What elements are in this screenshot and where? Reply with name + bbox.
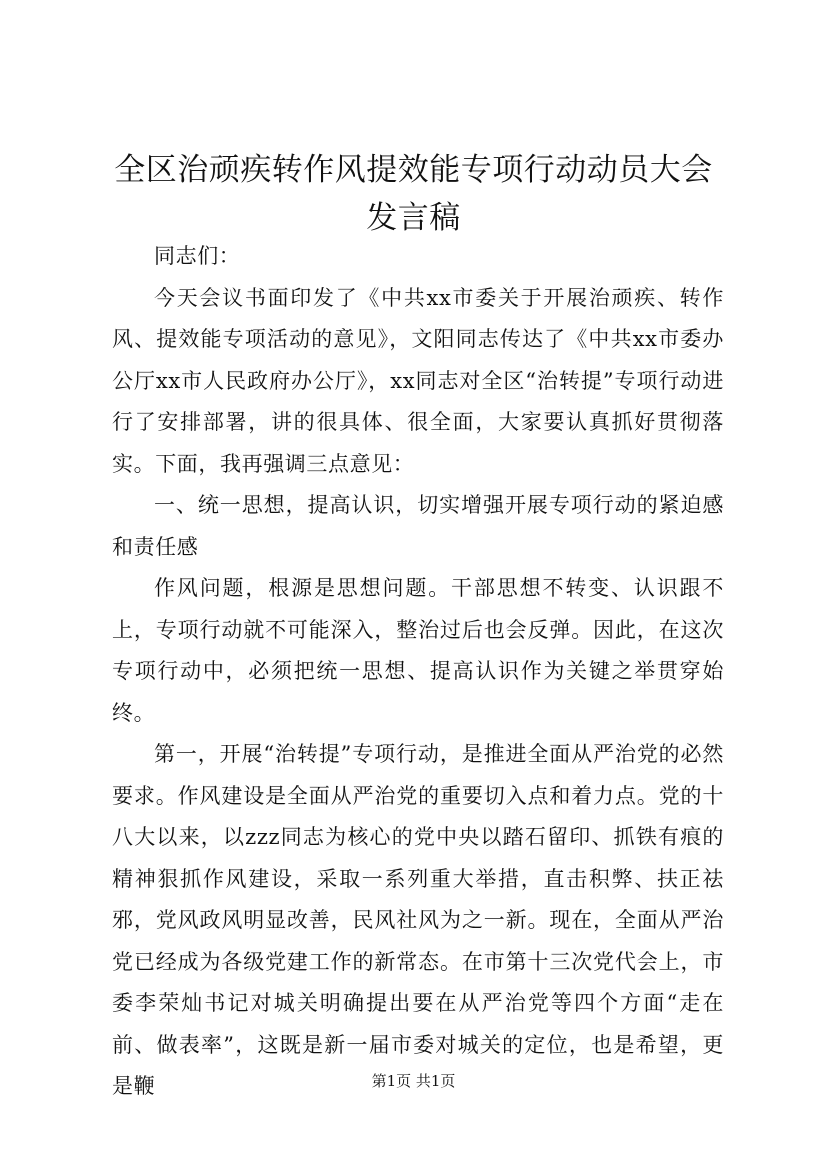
section-heading-1: 一、统一思想，提高认识，切实增强开展专项行动的紧迫感和责任感 bbox=[112, 493, 724, 559]
page-number-footer: 第1页 共1页 bbox=[371, 1072, 456, 1090]
paragraph-first-point: 第一，开展“治转提”专项行动，是推进全面从严治党的必然要求。作风建设是全面从严治党的重要切入点和着力点。党的十八大以来，以zzz同志为核心的党中央以踏石留印、抓铁有痕的精神狠抓作风建设，采取一系列重大举措，直击积弊、扶正祛邪，党风政风明显改善，民风社风为之一新。现在，全面从严治党已经成为各级党建工作的新常态。在市第十三次党代会上，市委李荣灿书记对城关明确提出要在从严治党等四个方面“走在前、做表率”，这既是新一届市委对城关的定位，也是希望，更是鞭 bbox=[112, 742, 724, 1098]
document-body bbox=[112, 236, 724, 1108]
salutation: 同志们： bbox=[154, 244, 241, 268]
document-title: 全区治顽疾转作风提效能专项行动动员大会发言稿 bbox=[114, 152, 713, 236]
paragraph-intro: 今天会议书面印发了《中共xx市委关于开展治顽疾、转作风、提效能专项活动的意见》，文阳同志传达了《中共xx市委办公厅xx市人民政府办公厅》，xx同志对全区“治转提”专项行动进行了安排部署，讲的很具体、很全面，大家要认真抓好贯彻落实。下面，我再强调三点意见： bbox=[112, 285, 724, 476]
paragraph-thinking: 作风问题，根源是思想问题。干部思想不转变、认识跟不上，专项行动就不可能深入，整治过后也会反弹。因此，在这次专项行动中，必须把统一思想、提高认识作为关键之举贯穿始终。 bbox=[112, 576, 724, 725]
